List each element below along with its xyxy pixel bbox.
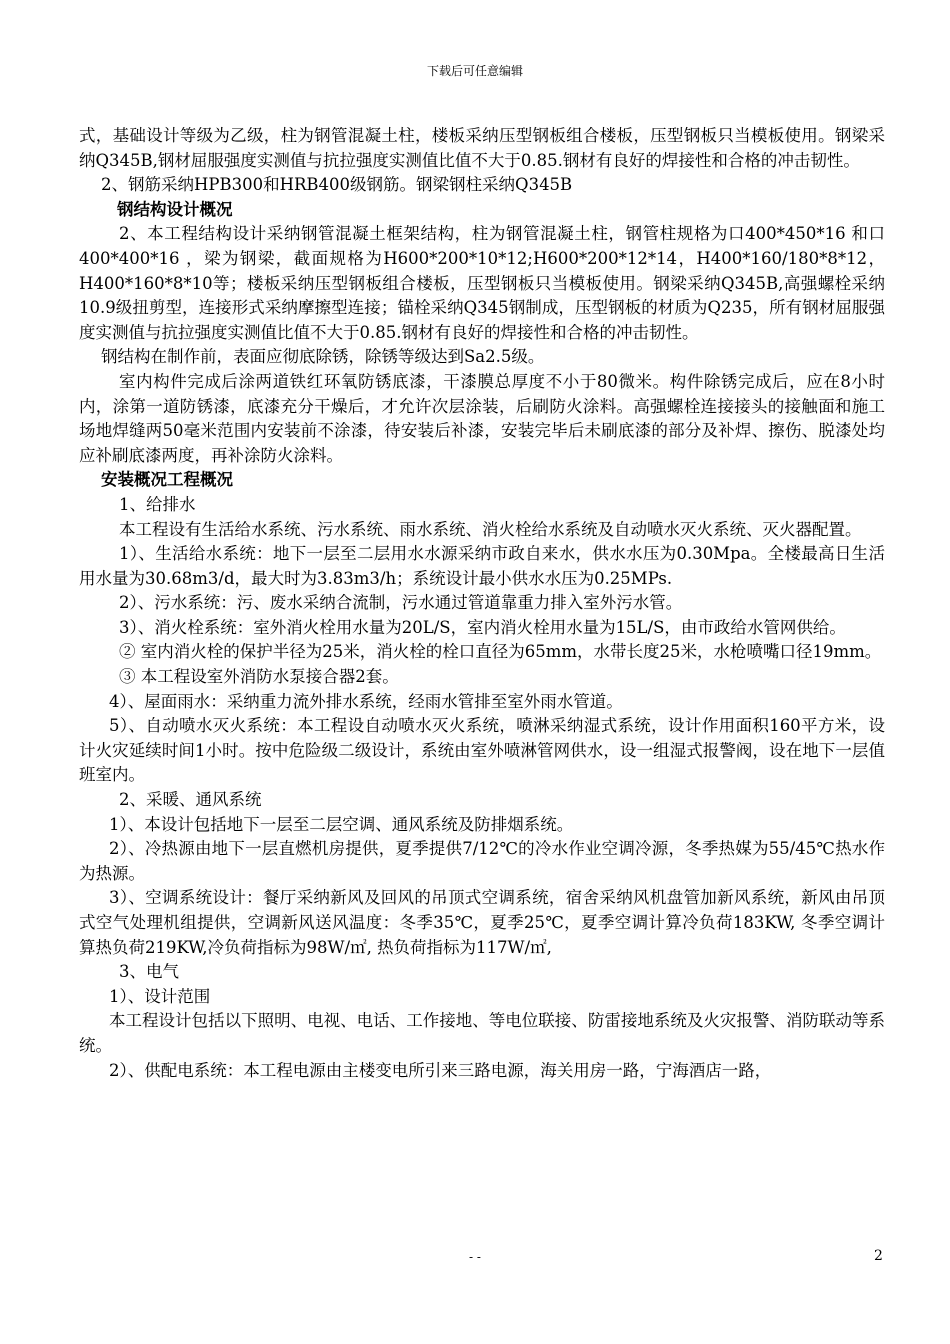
paragraph: 2）、冷热源由地下一层直燃机房提供，夏季提供7/12℃的冷水作业空调冷源，冬季热媒为55/45℃热水作为热源。	[79, 839, 885, 883]
paragraph: 本工程设计包括以下照明、电视、电话、工作接地、等电位联接、防雷接地系统及火灾报警、消防联动等系统。	[79, 1011, 885, 1055]
page-number: 2	[874, 1248, 883, 1264]
paragraph: 式，基础设计等级为乙级，柱为钢管混凝土柱，楼板采纳压型钢板组合楼板，压型钢板只当模板使用。钢梁采纳Q345B,钢材屈服强度实测值与抗拉强度实测值比值不大于0.85.钢材有良好的焊接性和合格的冲击韧性。	[79, 126, 885, 170]
paragraph: 2、钢筋采纳HPB300和HRB400级钢筋。钢梁钢柱采纳Q345B	[101, 175, 573, 195]
paragraph: ③ 本工程设室外消防水泵接合器2套。	[119, 667, 399, 687]
section-heading: 安装概况工程概况	[101, 470, 233, 490]
paragraph: 2、本工程结构设计采纳钢管混凝土框架结构，柱为钢管混凝土柱，钢管柱规格为口400*450*16 和口 400*400*16 ，梁为钢梁，截面规格为H600*200*10*12;H600*200*12*14，H400*160/180*8*12，H400*160*8*10等；楼板采纳压型钢板组合楼板，压型钢板只当模板使用。钢梁采纳Q345B,高强螺栓采纳10.9级扭剪型，连接形式采纳摩擦型连接；锚栓采纳Q345钢制成，压型钢板的材质为Q235，所有钢材屈服强度实测值与抗拉强度实测值比值不大于0.85.钢材有良好的焊接性和合格的冲击韧性。	[79, 224, 885, 342]
paragraph: 2）、污水系统：污、废水采纳合流制，污水通过管道靠重力排入室外污水管。	[119, 593, 683, 613]
subsection-heading: 3、电气	[119, 962, 179, 982]
paragraph: ② 室内消火栓的保护半径为25米，消火栓的栓口直径为65mm，水带长度25米，水枪喷嘴口径19mm。	[119, 642, 882, 662]
paragraph: 1）、设计范围	[109, 986, 211, 1006]
paragraph: 1）、生活给水系统：地下一层至二层用水水源采纳市政自来水，供水水压为0.30Mpa。全楼最高日生活用水量为30.68m3/d，最大时为3.83m3/h；系统设计最小供水水压为0.25MPs.	[79, 544, 885, 588]
footer-separator: - -	[469, 1250, 481, 1264]
paragraph: 3）、消火栓系统：室外消火栓用水量为20L/S，室内消火栓用水量为15L/S，由市政给水管网供给。	[119, 617, 846, 637]
paragraph: 5）、自动喷水灭火系统：本工程设自动喷水灭火系统，喷淋采纳湿式系统，设计作用面积160平方米，设计火灾延续时间1小时。按中危险级二级设计，系统由室外喷淋管网供水，设一组湿式报警阀，设在地下一层值班室内。	[79, 716, 885, 785]
section-heading: 钢结构设计概况	[117, 199, 233, 219]
subsection-heading: 1、给排水	[119, 494, 196, 514]
paragraph: 1）、本设计包括地下一层至二层空调、通风系统及防排烟系统。	[109, 814, 574, 834]
paragraph: 本工程设有生活给水系统、污水系统、雨水系统、消火栓给水系统及自动喷水灭火系统、灭火器配置。	[119, 519, 862, 539]
paragraph: 4）、屋面雨水：采纳重力流外排水系统，经雨水管排至室外雨水管道。	[109, 691, 623, 711]
paragraph: 室内构件完成后涂两道铁红环氧防锈底漆，干漆膜总厚度不小于80微米。构件除锈完成后，应在8小时内，涂第一道防锈漆，底漆充分干燥后，才允许次层涂装，后刷防火涂料。高强螺栓连接接头的接触面和施工场地焊缝两50毫米范围内安装前不涂漆，待安装后补漆，安装完毕后未刷底漆的部分及补焊、擦伤、脱漆处均应补刷底漆两度，再补涂防火涂料。	[79, 371, 885, 465]
paragraph: 2）、供配电系统：本工程电源由主楼变电所引来三路电源，海关用房一路，宁海酒店一路，	[109, 1060, 772, 1080]
subsection-heading: 2、采暖、通风系统	[119, 790, 262, 810]
page-header: 下载后可任意编辑	[426, 64, 523, 78]
document-body	[79, 124, 885, 1083]
paragraph: 钢结构在制作前，表面应彻底除锈，除锈等级达到Sa2.5级。	[101, 347, 545, 367]
paragraph: 3）、空调系统设计：餐厅采纳新风及回风的吊顶式空调系统，宿舍采纳风机盘管加新风系统，新风由吊顶式空气处理机组提供，空调新风送风温度：冬季35℃，夏季25℃，夏季空调计算冷负荷183KW, 冬季空调计算热负荷219KW,冷负荷指标为98W/㎡, 热负荷指标为117W/㎡,	[79, 888, 885, 957]
